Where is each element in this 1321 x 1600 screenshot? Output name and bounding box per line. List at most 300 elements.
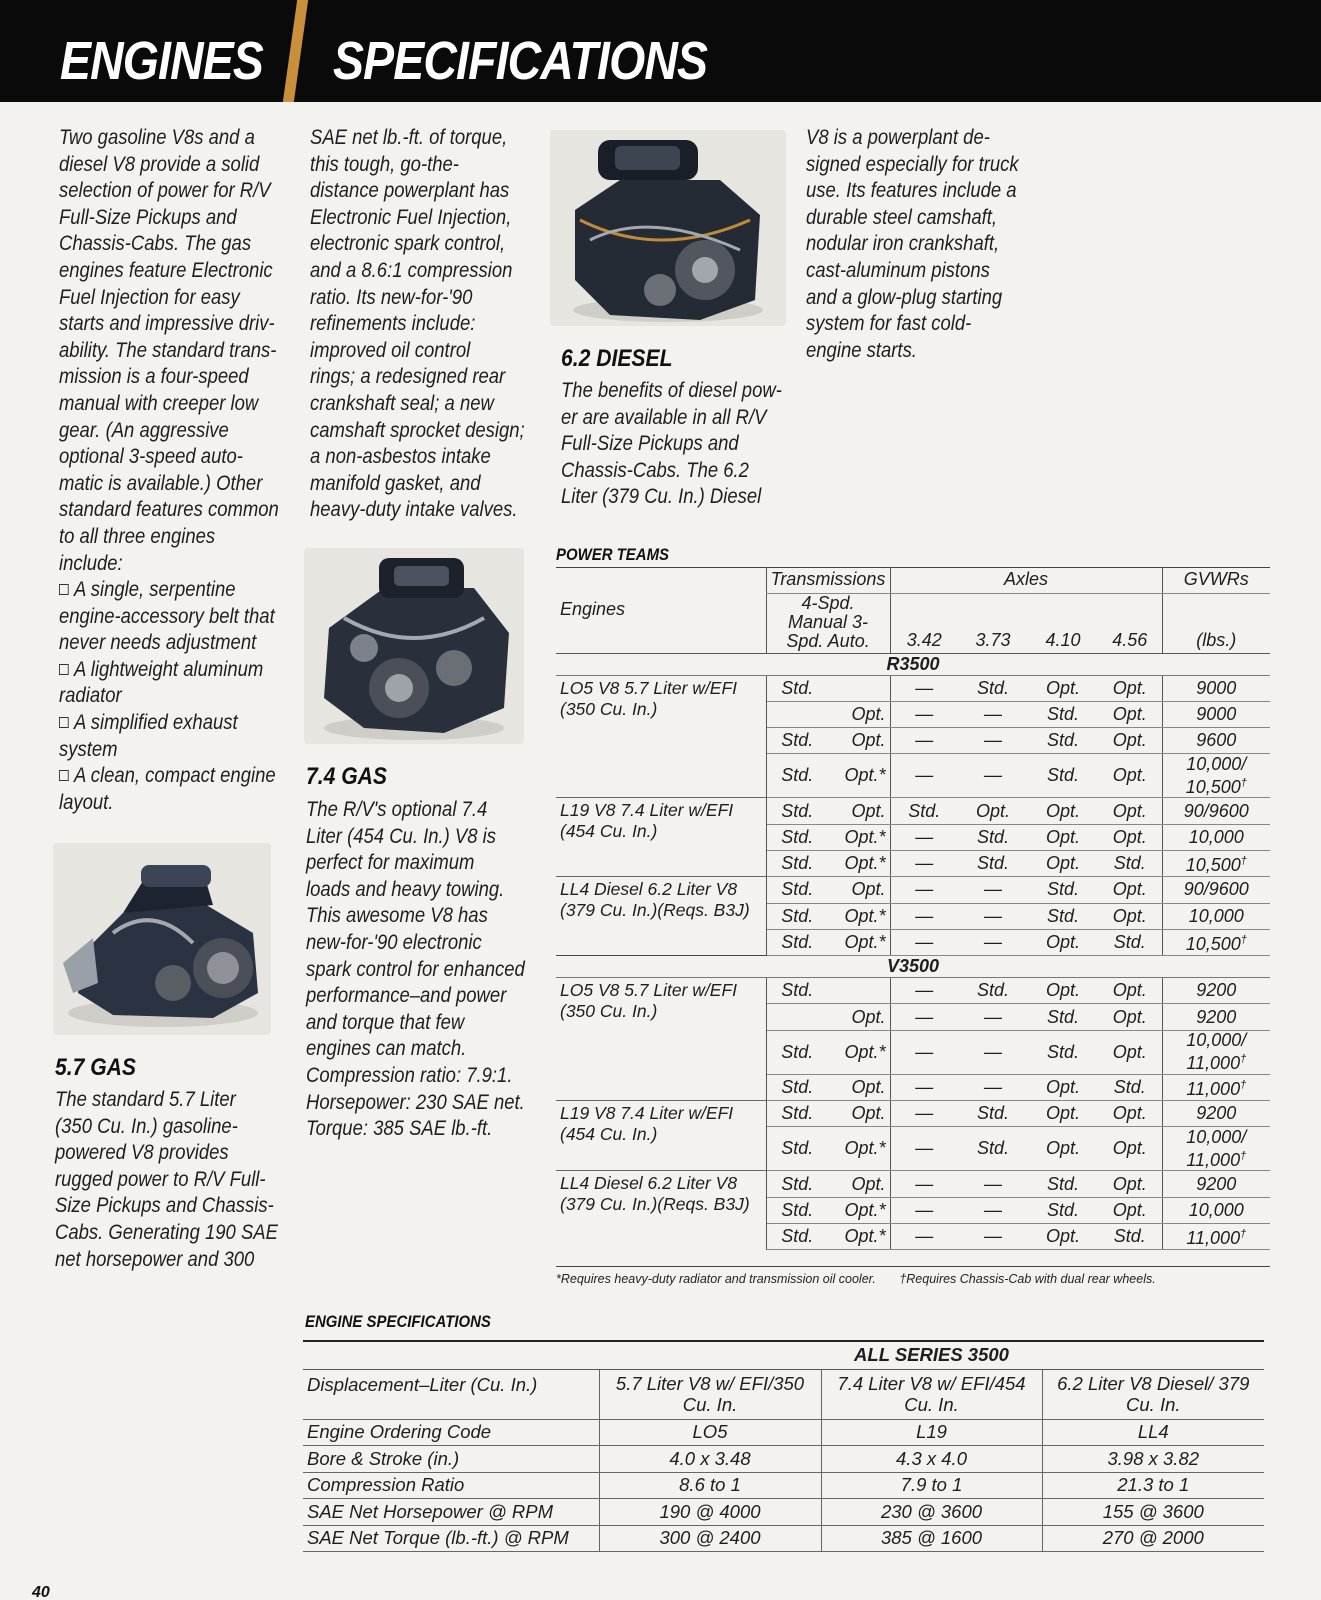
axle-373-cell: — — [958, 1197, 1028, 1223]
manual-4spd-cell — [766, 1004, 828, 1030]
transmissions-header: Transmissions — [766, 567, 890, 593]
engine-62-text-continued-line: V8 is a powerplant de- — [806, 126, 990, 149]
feature-bullet-text: A simplified exhaust — [73, 711, 238, 735]
engine-74-caption: 7.4 GAS — [306, 763, 388, 790]
manual-4spd-cell: Std. — [766, 978, 828, 1004]
auto-3spd-cell: Opt.* — [828, 850, 890, 876]
engine-57-text-continued-line: improved oil control — [310, 338, 471, 362]
footnote-heavy-duty: *Requires heavy-duty radiator and transmission oil cooler. — [556, 1272, 876, 1286]
power-team-row — [556, 1101, 1270, 1127]
gvwr-value: 9200 — [1196, 980, 1237, 1001]
spec-value: 385 @ 1600 — [821, 1525, 1042, 1552]
gvwr-cell — [1162, 754, 1270, 798]
auto-3spd-header: 3-Spd. Auto. — [786, 611, 870, 651]
axle-410-cell: Opt. — [1028, 978, 1098, 1004]
all-series-header: ALL SERIES 3500 — [599, 1341, 1264, 1369]
power-team-row — [556, 877, 1270, 903]
engine-62-caption: 6.2 DIESEL — [561, 345, 673, 372]
axle-373-cell: — — [958, 1004, 1028, 1030]
checkbox-bullet-icon — [59, 717, 69, 728]
engine-62-text-continued — [806, 125, 1019, 364]
auto-3spd-cell: Opt.* — [828, 1223, 890, 1249]
axle-456-cell: Std. — [1098, 850, 1162, 876]
power-team-row — [556, 1171, 1270, 1197]
axle-373-cell: Std. — [958, 675, 1028, 701]
gvwr-value: 11,000 — [1186, 1078, 1241, 1099]
gvwr-cell — [1162, 728, 1270, 754]
axle-456-cell: Opt. — [1098, 903, 1162, 929]
spec-value: 270 @ 2000 — [1042, 1525, 1264, 1552]
axle-342-cell: Std. — [890, 798, 958, 824]
spec-value: 5.7 Liter V8 w/ EFI/350 Cu. In. — [599, 1369, 821, 1419]
axle-410-header: 4.10 — [1045, 629, 1081, 650]
axle-373-cell: — — [958, 903, 1028, 929]
axle-342-cell: — — [890, 903, 958, 929]
engine-57-text-continued-line: rings; a redesigned rear — [310, 365, 506, 389]
feature-bullet-text: A lightweight aluminum — [73, 657, 264, 681]
engine-74-text-line: performance–and power — [306, 984, 507, 1008]
gvwr-value: 90/9600 — [1183, 879, 1249, 900]
feature-bullet-line — [59, 577, 279, 604]
axle-456-cell: Opt. — [1098, 701, 1162, 727]
axle-456-cell: Std. — [1098, 1223, 1162, 1249]
engine-57-text-continued — [310, 125, 525, 524]
axle-373-header: 3.73 — [975, 629, 1011, 650]
gvwr-value: 10,000/ — [1186, 1030, 1247, 1051]
auto-3spd-cell: Opt.* — [828, 929, 890, 955]
gvwr-value: 9000 — [1196, 703, 1237, 724]
axle-456-cell: Std. — [1098, 929, 1162, 955]
power-team-row — [556, 798, 1270, 824]
gvwr-value: 9600 — [1196, 730, 1237, 751]
spec-value: 155 @ 3600 — [1042, 1499, 1264, 1526]
axle-456-cell: Opt. — [1098, 877, 1162, 903]
axle-456-cell: Opt. — [1098, 1004, 1162, 1030]
intro-text-line: Chassis-Cabs. The gas — [59, 232, 252, 256]
power-teams-bottom-rule — [556, 1266, 1270, 1267]
intro-text-line: diesel V8 provide a solid — [59, 152, 260, 176]
engine-74-text-line: This awesome V8 has — [306, 904, 488, 928]
spec-row-horsepower — [303, 1499, 1264, 1526]
axle-373-cell: — — [958, 728, 1028, 754]
manual-4spd-cell: Std. — [766, 1197, 828, 1223]
transmission-types-header — [766, 593, 890, 653]
gvwrs-header: GVWRs — [1162, 567, 1270, 593]
feature-bullet-text: never needs adjustment — [59, 631, 257, 655]
axle-342-cell: — — [890, 701, 958, 727]
axle-342-cell: — — [890, 728, 958, 754]
spec-row-ordering-code — [303, 1419, 1264, 1446]
engine-74-text-line: and torque that few — [306, 1010, 465, 1034]
engine-57-text-line: Size Pickups and Chassis- — [55, 1194, 274, 1218]
spec-row-bore-stroke — [303, 1446, 1264, 1473]
intro-text-line: to all three engines — [59, 524, 216, 548]
axle-342-cell: — — [890, 1030, 958, 1074]
manual-4spd-cell: Std. — [766, 728, 828, 754]
engine-62-text-continued-line: cast-aluminum pistons — [806, 258, 990, 282]
auto-3spd-cell: Opt. — [828, 1171, 890, 1197]
spec-value: 4.3 x 4.0 — [821, 1446, 1042, 1473]
footnotes — [556, 1272, 1270, 1286]
axle-373-cell: Std. — [958, 850, 1028, 876]
spec-value: 3.98 x 3.82 — [1042, 1446, 1264, 1473]
page-header — [0, 0, 1321, 102]
axle-410-cell: Std. — [1028, 728, 1098, 754]
axle-342-cell: — — [890, 1171, 958, 1197]
manual-4spd-cell: Std. — [766, 1030, 828, 1074]
feature-bullet-line — [59, 710, 279, 737]
lbs-header: (lbs.) — [1162, 593, 1270, 653]
gvwr-cell — [1162, 798, 1270, 824]
axle-373-cell: Std. — [958, 824, 1028, 850]
feature-bullet-text: A single, serpentine — [73, 578, 236, 602]
dagger-mark: † — [1240, 1053, 1247, 1066]
gvwr-value: 10,500 — [1185, 776, 1241, 797]
gvwr-value: 10,500 — [1185, 855, 1241, 876]
gvwr-cell — [1162, 1171, 1270, 1197]
gvwr-cell — [1162, 1101, 1270, 1127]
manual-4spd-cell — [766, 701, 828, 727]
spec-value: 190 @ 4000 — [599, 1499, 821, 1526]
engine-74-text-line: Liter (454 Cu. In.) V8 is — [306, 824, 497, 848]
engine-74-text-line: loads and heavy towing. — [306, 877, 505, 901]
axle-456-cell: Opt. — [1098, 1127, 1162, 1171]
axle-342-cell: — — [890, 978, 958, 1004]
auto-3spd-cell — [828, 978, 890, 1004]
engine-57-text-line: rugged power to R/V Full- — [55, 1167, 266, 1191]
manual-4spd-cell: Std. — [766, 903, 828, 929]
engine-74-text-line: new-for-'90 electronic — [306, 930, 482, 954]
engine-57-text-continued-line: SAE net lb.-ft. of torque, — [310, 126, 508, 149]
axle-410-cell: Opt. — [1028, 798, 1098, 824]
engine-57-text-line: Cabs. Generating 190 SAE — [55, 1220, 278, 1244]
axle-373-cell: — — [958, 929, 1028, 955]
auto-3spd-cell — [828, 675, 890, 701]
auto-3spd-cell: Opt. — [828, 1101, 890, 1127]
axle-410-cell: Opt. — [1028, 929, 1098, 955]
axle-342-cell: — — [890, 1223, 958, 1249]
axle-342-cell: — — [890, 1101, 958, 1127]
engine-57-text-continued-line: this tough, go-the- — [310, 152, 459, 176]
dagger-mark: † — [1240, 934, 1247, 947]
r3500-rows — [556, 675, 1270, 956]
axle-410-cell: Std. — [1028, 903, 1098, 929]
axle-410-cell: Opt. — [1028, 1074, 1098, 1100]
engine-57-text-line: (350 Cu. In.) gasoline- — [55, 1114, 238, 1138]
auto-3spd-cell: Opt.* — [828, 1127, 890, 1171]
spec-value: 21.3 to 1 — [1042, 1472, 1264, 1499]
gvwr-cell — [1162, 1004, 1270, 1030]
axle-456-cell: Opt. — [1098, 754, 1162, 798]
engine-57-text-continued-line: refinements include: — [310, 312, 476, 336]
feature-bullet-text: engine-accessory belt that — [59, 604, 275, 628]
spec-row-torque — [303, 1525, 1264, 1552]
engine-74-text-line: engines can match. — [306, 1037, 467, 1061]
engine-57-text-continued-line: electronic spark control, — [310, 232, 506, 256]
section-v3500: V3500 — [556, 956, 1270, 978]
engine-57-text-line: powered V8 provides — [55, 1141, 229, 1165]
manual-4spd-cell: Std. — [766, 1171, 828, 1197]
spec-value: 8.6 to 1 — [599, 1472, 821, 1499]
engine-name: LO5 V8 5.7 Liter w/EFI (350 Cu. In.) — [556, 675, 766, 798]
engine-57-text-continued-line: heavy-duty intake valves. — [310, 498, 518, 522]
gvwr-cell — [1162, 675, 1270, 701]
engine-name: LO5 V8 5.7 Liter w/EFI (350 Cu. In.) — [556, 978, 766, 1101]
engine-62-text-continued-line: engine starts. — [806, 338, 917, 362]
axle-342-cell: — — [890, 824, 958, 850]
engine-62-text-line: Full-Size Pickups and — [561, 432, 739, 456]
axle-410-cell: Std. — [1028, 754, 1098, 798]
intro-text-line: selection of power for R/V — [59, 179, 271, 203]
engine-57-text-continued-line: camshaft sprocket design; — [310, 418, 525, 442]
engine-specs-table — [303, 1340, 1264, 1552]
gvwr-value: 10,000 — [1188, 1199, 1244, 1220]
spec-label: Bore & Stroke (in.) — [303, 1446, 599, 1473]
spec-row-compression-ratio — [303, 1472, 1264, 1499]
power-teams-title: POWER TEAMS — [556, 545, 670, 564]
power-teams-table — [556, 567, 1270, 1250]
axle-410-cell: Opt. — [1028, 1101, 1098, 1127]
engine-specs-title: ENGINE SPECIFICATIONS — [305, 1312, 491, 1331]
axle-456-cell: Opt. — [1098, 798, 1162, 824]
axle-410-cell: Std. — [1028, 1197, 1098, 1223]
spec-value: 300 @ 2400 — [599, 1525, 821, 1552]
engine-57-text-continued-line: Electronic Fuel Injection, — [310, 205, 512, 229]
gvwr-cell — [1162, 1030, 1270, 1074]
dagger-mark: † — [1240, 1228, 1247, 1241]
engines-header: Engines — [560, 599, 626, 620]
checkbox-bullet-icon — [59, 584, 69, 595]
engine-57-text-continued-line: crankshaft seal; a new — [310, 391, 494, 415]
engine-name: L19 V8 7.4 Liter w/EFI (454 Cu. In.) — [556, 1101, 766, 1171]
axle-456-cell: Opt. — [1098, 824, 1162, 850]
axle-342-cell: — — [890, 929, 958, 955]
gvwr-cell — [1162, 1223, 1270, 1249]
axle-410-cell: Std. — [1028, 1171, 1098, 1197]
intro-text-line: mission is a four-speed — [59, 365, 249, 389]
manual-4spd-cell: Std. — [766, 754, 828, 798]
engine-62-text-continued-line: nodular iron crankshaft, — [806, 232, 1000, 256]
gvwr-value: 9200 — [1196, 1006, 1237, 1027]
auto-3spd-cell: Opt. — [828, 798, 890, 824]
feature-bullet-line — [59, 683, 279, 710]
intro-text-line: manual with creeper low — [59, 391, 259, 415]
axle-456-cell: Std. — [1098, 1074, 1162, 1100]
power-team-row — [556, 978, 1270, 1004]
spec-label: SAE Net Torque (lb.-ft.) @ RPM — [303, 1525, 599, 1552]
axle-373-cell: Std. — [958, 1127, 1028, 1171]
spec-label: Compression Ratio — [303, 1472, 599, 1499]
engine-57-text-continued-line: ratio. Its new-for-'90 — [310, 285, 473, 309]
spec-label: Engine Ordering Code — [303, 1419, 599, 1446]
engine-62-text-line: Chassis-Cabs. The 6.2 — [561, 458, 749, 482]
page-number: 40 — [32, 1584, 50, 1600]
auto-3spd-cell: Opt. — [828, 1074, 890, 1100]
engine-62-text-continued-line: and a glow-plug starting — [806, 285, 1003, 309]
spec-value: LO5 — [599, 1419, 821, 1446]
axle-342-cell: — — [890, 877, 958, 903]
engine-specs-rows — [303, 1369, 1264, 1552]
engine-57-text — [55, 1087, 278, 1273]
manual-4spd-cell: Std. — [766, 929, 828, 955]
feature-bullet-line — [59, 790, 279, 817]
gvwr-cell — [1162, 824, 1270, 850]
axle-342-cell: — — [890, 1004, 958, 1030]
auto-3spd-cell: Opt. — [828, 1004, 890, 1030]
engine-57-text-continued-line: distance powerplant has — [310, 179, 510, 203]
gvwr-value: 10,000 — [1188, 905, 1244, 926]
gvwr-value: 9200 — [1196, 1103, 1237, 1124]
engine-62-text-line: er are available in all R/V — [561, 405, 767, 429]
axle-342-cell: — — [890, 850, 958, 876]
axle-342-cell: — — [890, 1127, 958, 1171]
axle-342-cell: — — [890, 1074, 958, 1100]
manual-4spd-header: 4-Spd. Manual — [787, 592, 855, 632]
feature-bullet-text: A clean, compact engine — [73, 764, 276, 788]
footnote-chassis-cab: †Requires Chassis-Cab with dual rear wheels. — [899, 1272, 1156, 1286]
auto-3spd-cell: Opt.* — [828, 1030, 890, 1074]
axle-373-cell: — — [958, 1223, 1028, 1249]
spec-value: 230 @ 3600 — [821, 1499, 1042, 1526]
gvwr-value: 10,000/ — [1186, 1126, 1247, 1147]
gvwr-cell — [1162, 929, 1270, 955]
engine-62-text-continued-line: durable steel camshaft, — [806, 205, 998, 229]
engine-name: LL4 Diesel 6.2 Liter V8 (379 Cu. In.)(Reqs. B3J) — [556, 877, 766, 956]
intro-text-line: ability. The standard trans- — [59, 338, 277, 362]
axle-456-cell: Opt. — [1098, 1101, 1162, 1127]
spec-value: 6.2 Liter V8 Diesel/ 379 Cu. In. — [1042, 1369, 1264, 1419]
engine-57-text-line: The standard 5.7 Liter — [55, 1088, 236, 1111]
axle-410-cell: Opt. — [1028, 1223, 1098, 1249]
axle-410-cell: Opt. — [1028, 850, 1098, 876]
gvwr-cell — [1162, 701, 1270, 727]
axle-373-cell: Std. — [958, 978, 1028, 1004]
manual-4spd-cell: Std. — [766, 877, 828, 903]
axle-456-cell: Opt. — [1098, 1197, 1162, 1223]
engine-74-text-line: The R/V's optional 7.4 — [306, 798, 488, 821]
axle-456-cell: Opt. — [1098, 675, 1162, 701]
feature-bullet-line — [59, 657, 279, 684]
intro-text-line: include: — [59, 551, 123, 575]
intro-text-line: Fuel Injection for easy — [59, 285, 240, 309]
power-team-row — [556, 675, 1270, 701]
engine-74-text-line: perfect for maximum — [306, 851, 475, 875]
engine-name: L19 V8 7.4 Liter w/EFI (454 Cu. In.) — [556, 798, 766, 877]
gvwr-cell — [1162, 877, 1270, 903]
auto-3spd-cell: Opt.* — [828, 1197, 890, 1223]
feature-bullet-line — [59, 763, 279, 790]
gvwr-value: 11,000 — [1186, 1053, 1241, 1074]
engine-62-text-line: The benefits of diesel pow- — [561, 379, 782, 402]
gvwr-value: 10,500 — [1185, 934, 1241, 955]
axle-410-cell: Opt. — [1028, 1127, 1098, 1171]
auto-3spd-cell: Opt. — [828, 701, 890, 727]
engine-74-text-line: Horsepower: 230 SAE net. — [306, 1090, 525, 1114]
auto-3spd-cell: Opt.* — [828, 824, 890, 850]
intro-text-line: Full-Size Pickups and — [59, 205, 237, 229]
axle-373-cell: Opt. — [958, 798, 1028, 824]
engine-74-text-line: Compression ratio: 7.9:1. — [306, 1063, 513, 1087]
axle-342-cell: — — [890, 1197, 958, 1223]
gvwr-cell — [1162, 850, 1270, 876]
feature-bullet-line — [59, 737, 279, 764]
gvwr-cell — [1162, 1197, 1270, 1223]
engine-62-text-continued-line: use. Its features include a — [806, 179, 1017, 203]
intro-text-line: Two gasoline V8s and a — [59, 126, 255, 149]
v3500-rows — [556, 978, 1270, 1250]
axle-456-cell: Opt. — [1098, 978, 1162, 1004]
engine-74-text-line: Torque: 385 SAE lb.-ft. — [306, 1117, 493, 1141]
axle-373-cell: — — [958, 1074, 1028, 1100]
feature-bullet-text: layout. — [59, 790, 114, 814]
engine-57-text-continued-line: a non-asbestos intake — [310, 445, 491, 469]
axle-342-header: 3.42 — [890, 593, 958, 653]
spec-label: SAE Net Horsepower @ RPM — [303, 1499, 599, 1526]
gvwr-value: 11,000 — [1186, 1149, 1241, 1170]
axle-456-cell: Opt. — [1098, 728, 1162, 754]
gvwr-value: 9000 — [1196, 677, 1237, 698]
manual-4spd-cell: Std. — [766, 675, 828, 701]
axle-456-cell: Opt. — [1098, 1030, 1162, 1074]
manual-4spd-cell: Std. — [766, 1223, 828, 1249]
axle-373-cell: — — [958, 1171, 1028, 1197]
axle-373-cell: — — [958, 754, 1028, 798]
manual-4spd-cell: Std. — [766, 1074, 828, 1100]
header-slash — [283, 0, 308, 102]
spec-label: Displacement–Liter (Cu. In.) — [303, 1369, 599, 1419]
axle-456-cell: Opt. — [1098, 1171, 1162, 1197]
engine-62-text — [561, 378, 782, 511]
manual-4spd-cell: Std. — [766, 1127, 828, 1171]
gvwr-cell — [1162, 1074, 1270, 1100]
spec-value: L19 — [821, 1419, 1042, 1446]
engine-74-photo — [304, 548, 524, 744]
axle-373-cell: — — [958, 1030, 1028, 1074]
auto-3spd-cell: Opt. — [828, 877, 890, 903]
gvwr-value: 9200 — [1196, 1173, 1237, 1194]
intro-text-line: matic is available.) Other — [59, 471, 263, 495]
axle-373-cell: — — [958, 877, 1028, 903]
engine-57-text-continued-line: and a 8.6:1 compression — [310, 258, 513, 282]
gvwr-value: 10,000 — [1188, 826, 1244, 847]
axle-342-cell: — — [890, 754, 958, 798]
engine-57-caption: 5.7 GAS — [55, 1054, 137, 1081]
spec-value: 4.0 x 3.48 — [599, 1446, 821, 1473]
header-title-specifications: SPECIFICATIONS — [333, 31, 708, 91]
intro-text-line: engines feature Electronic — [59, 258, 273, 282]
dagger-mark: † — [1240, 1078, 1247, 1091]
engine-74-text — [306, 797, 525, 1143]
manual-4spd-cell: Std. — [766, 1101, 828, 1127]
axle-410-cell: Std. — [1028, 877, 1098, 903]
dagger-mark: † — [1240, 1149, 1247, 1162]
axle-410-cell: Std. — [1028, 1004, 1098, 1030]
feature-bullet-text: radiator — [59, 684, 122, 708]
axles-header: Axles — [890, 567, 1162, 593]
axle-410-cell: Std. — [1028, 701, 1098, 727]
gvwr-cell — [1162, 1127, 1270, 1171]
axle-373-cell: — — [958, 701, 1028, 727]
manual-4spd-cell: Std. — [766, 798, 828, 824]
section-r3500: R3500 — [556, 653, 1270, 675]
intro-text-line: standard features common — [59, 498, 279, 522]
checkbox-bullet-icon — [59, 770, 69, 781]
feature-bullet-line — [59, 604, 279, 631]
axle-373-cell: Std. — [958, 1101, 1028, 1127]
axle-456-header: 4.56 — [1112, 629, 1148, 650]
engine-74-text-line: spark control for enhanced — [306, 957, 525, 981]
gvwr-cell — [1162, 978, 1270, 1004]
